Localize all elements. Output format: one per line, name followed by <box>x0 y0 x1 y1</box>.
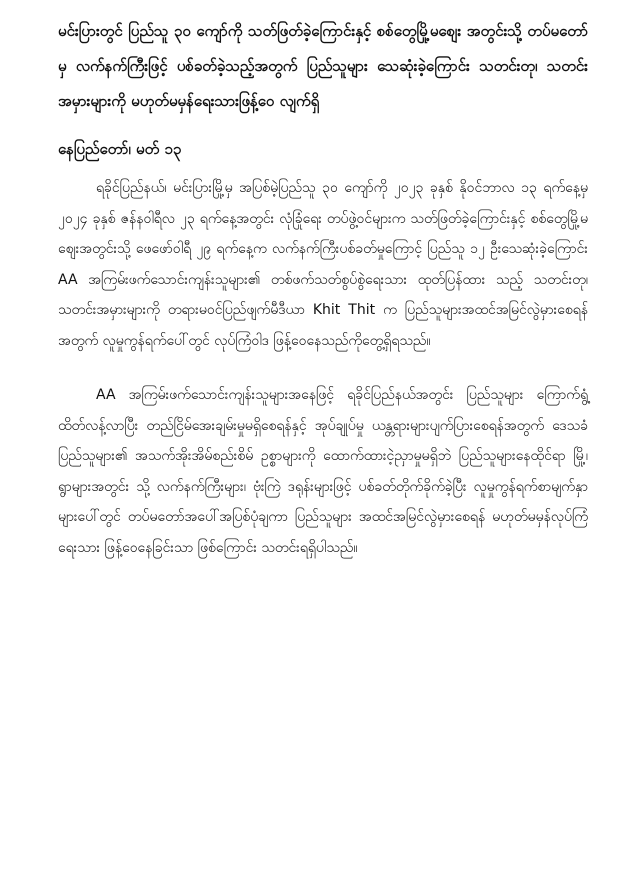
body-paragraph-2: AA အကြမ်းဖက်သောင်းကျန်းသူများအနေဖြင့် ရခိုင်ပြည်နယ်အတွင်း ပြည်သူများ ကြောက်ရွံ့ထိတ်လန့်လာပြီး တည်ငြိမ်အေးချမ်းမှုမရှိစေရန်နှင့် အုပ်ချုပ်မှု ယန္တရားများပျက်ပြားစေရန်အတွက် ဒေသခံပြည်သူများ၏ အသက်အိုးအိမ်စည်းစိမ် ဥစ္စာများကို ထောက်ထားငဲ့ညှာမှုမရှိဘဲ ပြည်သူများနေထိုင်ရာ မြို့၊ ရွာများအတွင်း သို့ လက်နက်ကြီးများ၊ ဗုံးကြဲ ဒရုန်းများဖြင့် ပစ်ခတ်တိုက်ခိုက်ခဲ့ပြီး လူမှုကွန်ရက်စာမျက်နှာများပေါ်တွင် တပ်မတော်အပေါ်အပြစ်ပုံချကာ ပြည်သူများ အထင်အမြင်လွဲမှားစေရန် မဟုတ်မမှန်လုပ်ကြံရေးသား ဖြန့်ဝေနေခြင်းသာ ဖြစ်ကြောင်း သတင်းရရှိပါသည်။ <box>58 387 588 556</box>
dateline: နေပြည်တော်၊ မတ် ၁၃ <box>58 140 182 158</box>
body-paragraph-1: ရခိုင်ပြည်နယ်၊ မင်းပြားမြို့မှ အပြစ်မဲ့ပြည်သူ ၃၀ ကျော်ကို ၂၀၂၃ ခုနှစ် နိုဝင်ဘာလ ၁၃ ရက်နေ့မှ ၂၀၂၄ ခုနှစ် ဇန်နဝါရီလ ၂၃ ရက်နေ့အတွင်း လုံခြုံရေး တပ်ဖွဲ့ဝင်များက သတ်ဖြတ်ခဲ့ကြောင်းနှင့် စစ်တွေမြို့မစျေးအတွင်းသို့ ဖေဖော်ဝါရီ ၂၉ ရက်နေ့က လက်နက်ကြီးပစ်ခတ်မှုကြောင့် ပြည်သူ ၁၂ ဦးသေဆုံးခဲ့ကြောင်း AA အကြမ်းဖက်သောင်းကျန်းသူများ၏ တစ်ဖက်သတ်စွပ်စွဲရေးသား ထုတ်ပြန်ထား သည့် သတင်းတု၊ သတင်းအမှားများကို တရားမဝင်ပြည်ဖျက်မီဒီယာ Khit Thit က ပြည်သူများအထင်အမြင်လွဲမှားစေရန်အတွက် လူမှုကွန်ရက်ပေါ်တွင် လုပ်ကြံဝါဒ ဖြန့်ဝေနေသည်ကိုတွေ့ရှိရသည်။ <box>58 180 588 349</box>
headline: မင်းပြားတွင် ပြည်သူ ၃၀ ကျော်ကို သတ်ဖြတ်ခဲ့ကြောင်းနှင့် စစ်တွေမြို့မစျေး အတွင်းသို့ တပ်မတော်မှ လက်နက်ကြီးဖြင့် ပစ်ခတ်ခဲ့သည့်အတွက် ပြည်သူများ သေဆုံးခဲ့ကြောင်း သတင်းတု၊ သတင်းအမှားများကို မဟုတ်မမှန်ရေးသားဖြန့်ဝေ လျက်ရှိ <box>58 22 588 110</box>
document-page <box>58 14 588 563</box>
